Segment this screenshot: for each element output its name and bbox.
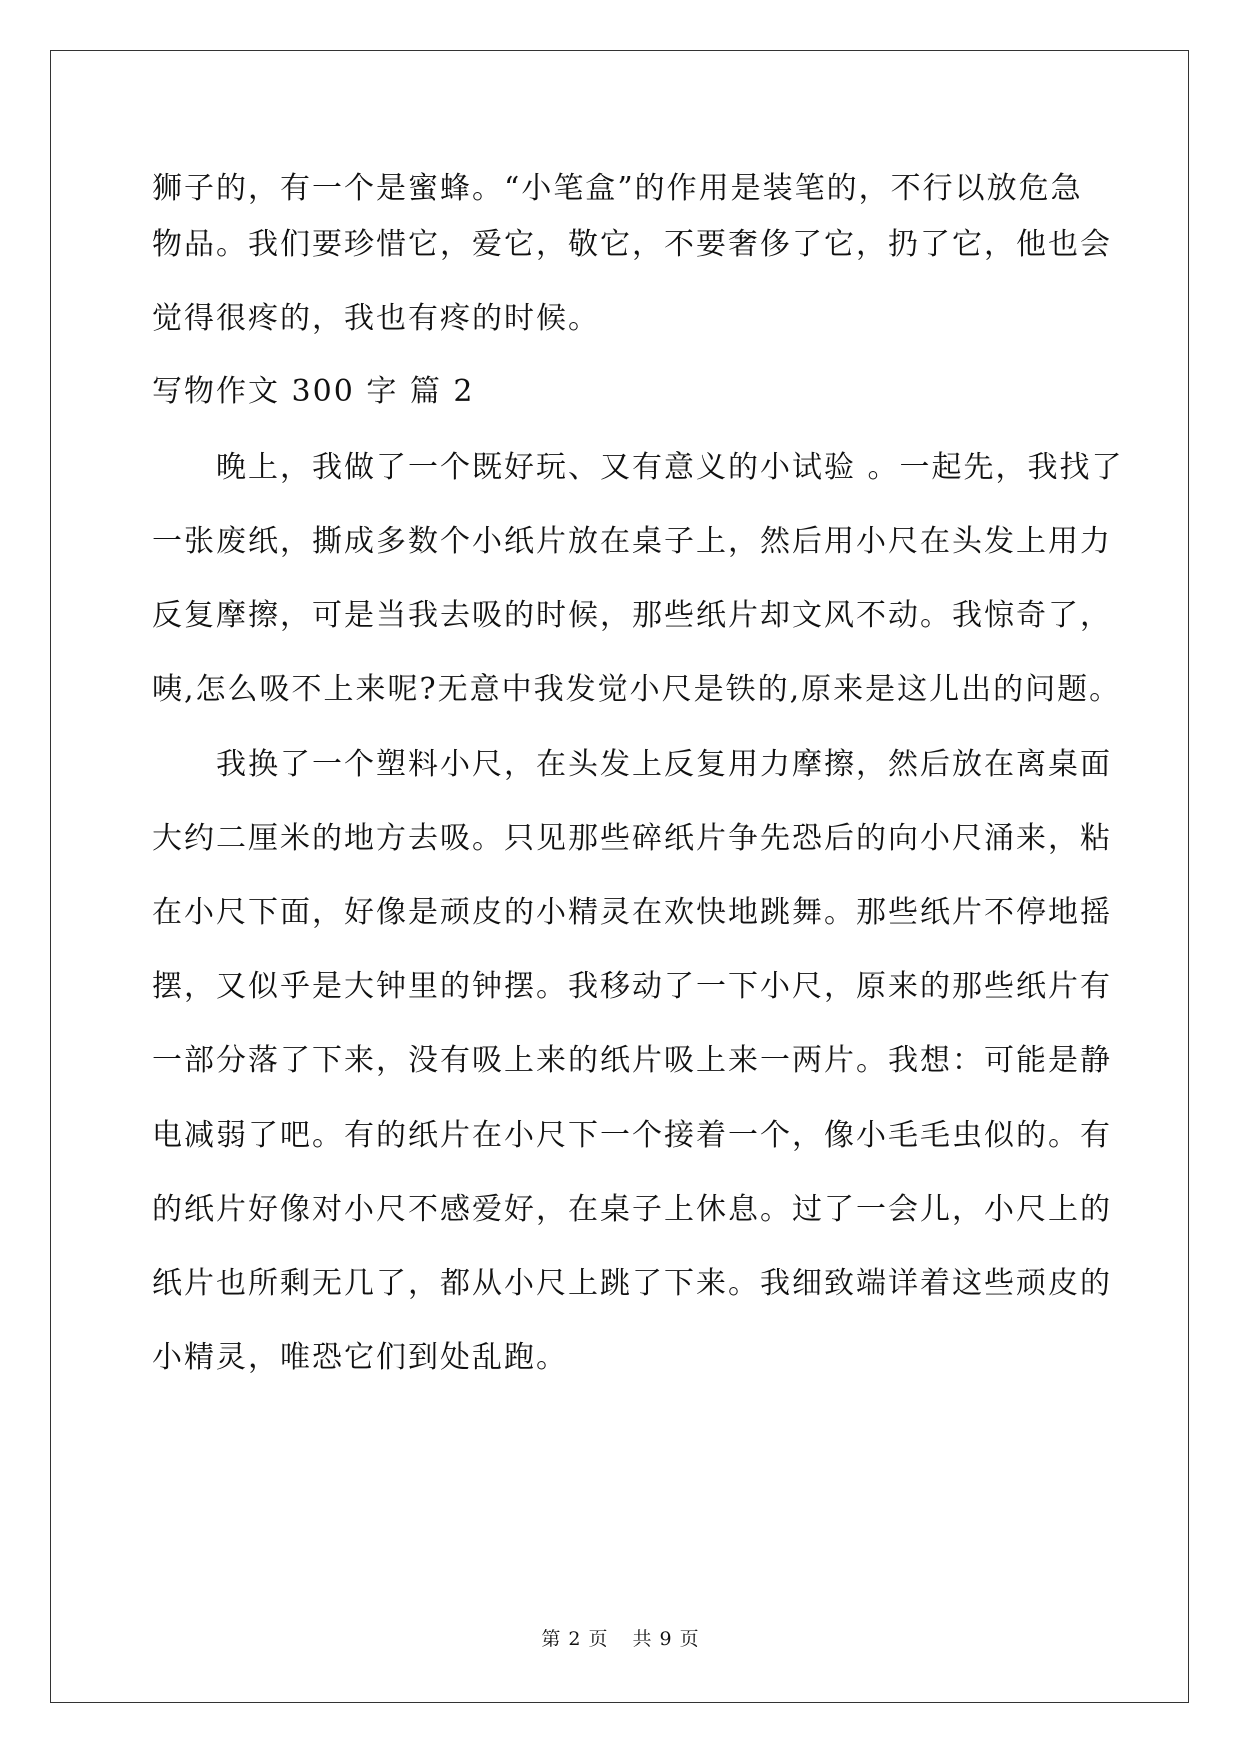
text-line-8: 咦,怎么吸不上来呢?无意中我发觉小尺是铁的,原来是这儿出的问题。 [152, 672, 1122, 707]
text-line-2: 物品。我们要珍惜它，爱它，敬它，不要奢侈了它，扔了它，他也会 [152, 227, 1112, 262]
text-line-3: 觉得很疼的，我也有疼的时候。 [152, 301, 600, 336]
page-total: 共 9 页 [632, 1628, 700, 1650]
page-number: 第 2 页 [541, 1628, 609, 1650]
text-line-5: 晚上，我做了一个既好玩、又有意义的小试验 。一起先，我找了 [152, 450, 1124, 485]
text-line-16: 纸片也所剩无几了，都从小尺上跳了下来。我细致端详着这些顽皮的 [152, 1266, 1112, 1301]
text-line-12: 摆，又似乎是大钟里的钟摆。我移动了一下小尺，原来的那些纸片有 [152, 969, 1112, 1004]
text-line-15: 的纸片好像对小尺不感爱好，在桌子上休息。过了一会儿，小尺上的 [152, 1192, 1112, 1227]
text-line-11: 在小尺下面，好像是顽皮的小精灵在欢快地跳舞。那些纸片不停地摇 [152, 895, 1112, 930]
section-heading: 写物作文 300 字 篇 2 [152, 374, 475, 409]
text-line-1: 狮子的，有一个是蜜蜂。“小笔盒”的作用是装笔的，不行以放危急 [152, 171, 1083, 206]
page-border [50, 50, 1189, 1703]
text-line-14: 电减弱了吧。有的纸片在小尺下一个接着一个，像小毛毛虫似的。有 [152, 1118, 1112, 1153]
text-line-13: 一部分落了下来，没有吸上来的纸片吸上来一两片。我想：可能是静 [152, 1043, 1112, 1078]
text-line-17: 小精灵，唯恐它们到处乱跑。 [152, 1340, 568, 1375]
text-line-6: 一张废纸，撕成多数个小纸片放在桌子上，然后用小尺在头发上用力 [152, 524, 1112, 559]
text-line-10: 大约二厘米的地方去吸。只见那些碎纸片争先恐后的向小尺涌来，粘 [152, 821, 1112, 856]
page-footer [0, 1626, 1241, 1652]
text-line-7: 反复摩擦，可是当我去吸的时候，那些纸片却文风不动。我惊奇了， [152, 598, 1112, 633]
text-line-9: 我换了一个塑料小尺，在头发上反复用力摩擦，然后放在离桌面 [152, 747, 1112, 782]
